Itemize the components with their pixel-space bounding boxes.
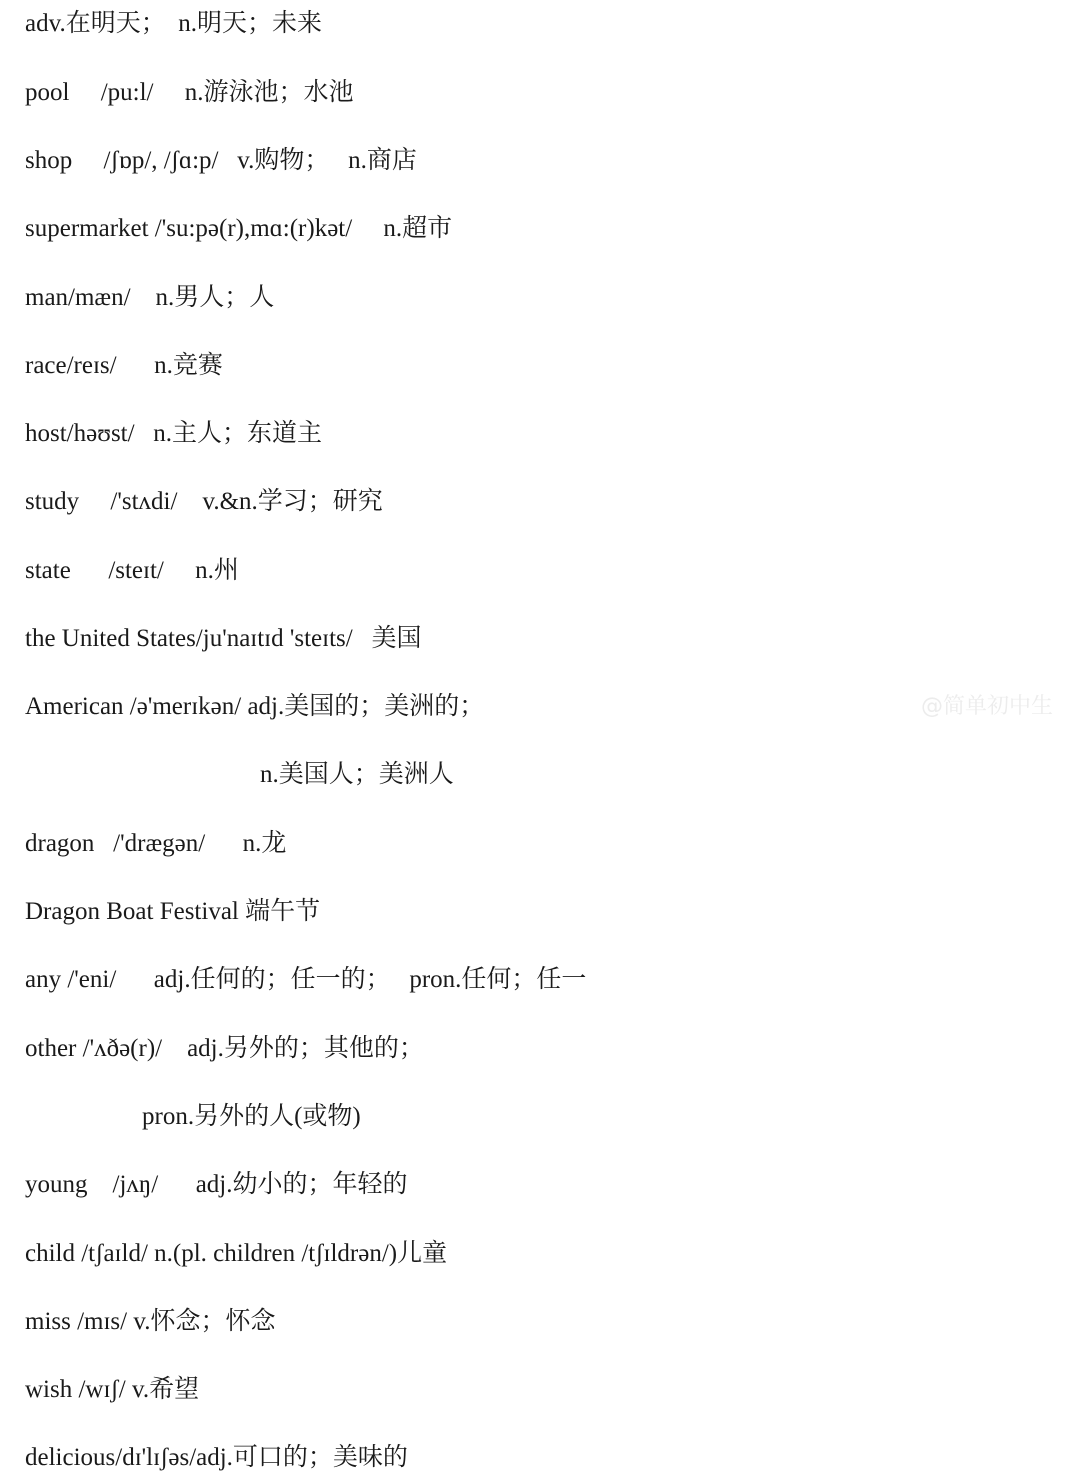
vocab-line-miss: miss /mɪs/ v.怀念；怀念 [25,1308,276,1335]
vocab-line-supermarket: supermarket /'su:pə(r),mɑ:(r)kət/ n.超市 [25,215,453,242]
vocab-line-child: child /tʃaɪld/ n.(pl. children /tʃɪldrən/)儿童 [25,1240,448,1267]
vocab-line-wish: wish /wɪʃ/ v.希望 [25,1376,200,1403]
vocab-line-tomorrow: adv.在明天； n.明天；未来 [25,10,322,37]
vocab-line-american-noun: n.美国人；美洲人 [260,761,454,788]
vocab-line-pool: pool /pu:l/ n.游泳池；水池 [25,79,354,106]
vocab-line-dragon: dragon /'drægən/ n.龙 [25,830,287,857]
vocab-line-delicious: delicious/dɪ'lɪʃəs/adj.可口的；美味的 [25,1444,408,1471]
vocab-line-man: man/mæn/ n.男人；人 [25,284,275,311]
vocab-line-united-states: the United States/ju'naɪtɪd 'steɪts/ 美国 [25,625,422,652]
vocab-line-shop: shop /ʃɒp/, /ʃɑ:p/ v.购物； n.商店 [25,147,417,174]
vocab-line-young: young /jʌŋ/ adj.幼小的；年轻的 [25,1171,408,1198]
vocab-line-other: other /'ʌðə(r)/ adj.另外的；其他的； [25,1035,424,1062]
vocab-line-dragon-boat-festival: Dragon Boat Festival 端午节 [25,898,321,925]
vocab-line-race: race/reɪs/ n.竞赛 [25,352,223,379]
vocab-line-host: host/həʊst/ n.主人；东道主 [25,420,323,447]
watermark-text: @简单初中生 [921,694,1054,719]
vocab-line-any: any /'eni/ adj.任何的；任一的； pron.任何；任一 [25,966,587,993]
vocab-line-state: state /steɪt/ n.州 [25,557,239,584]
vocab-line-american: American /ə'merɪkən/ adj.美国的；美洲的； [25,693,485,720]
vocab-line-other-pron: pron.另外的人(或物) [142,1103,361,1130]
vocab-line-study: study /'stʌdi/ v.&n.学习；研究 [25,488,383,515]
